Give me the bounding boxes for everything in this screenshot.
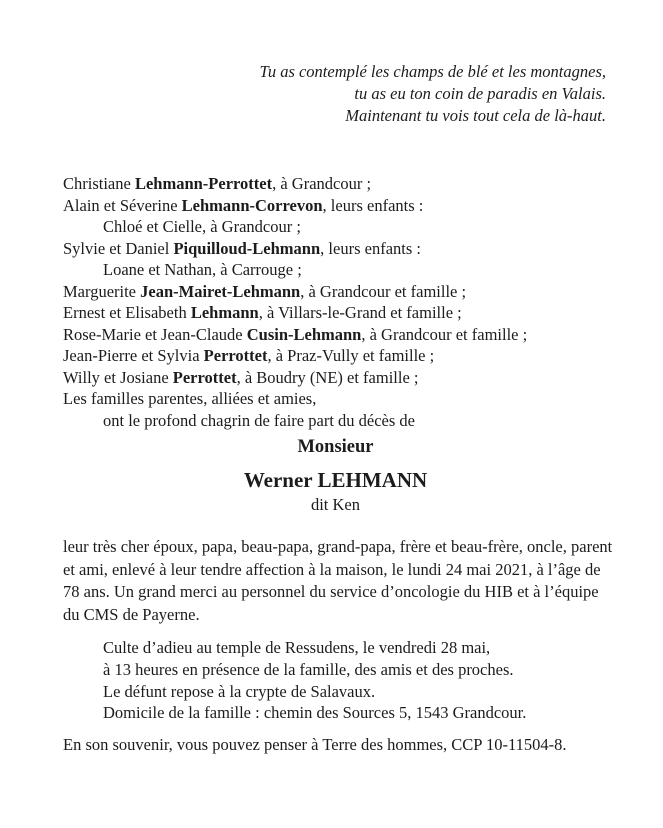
family-name-text: Jean-Pierre et Sylvia: [63, 346, 204, 365]
family-name-bold: Piquilloud-Lehmann: [173, 238, 321, 258]
deceased-title: Monsieur: [297, 437, 374, 457]
family-name-text: , à Boudry (NE) et famille ;: [236, 367, 419, 387]
family-line: [63, 302, 623, 324]
deceased-name: Werner LEHMANN: [243, 468, 428, 492]
family-name-bold: Lehmann-Correvon: [181, 195, 323, 215]
family-name-text: Alain et Séverine: [63, 195, 182, 215]
family-name-text: Ernest et Elisabeth: [63, 303, 191, 322]
ceremony-line: Domicile de la famille : chemin des Sources 5, 1543 Grandcour.: [103, 703, 527, 723]
family-name-text: Chloé et Cielle, à Grandcour ;: [103, 217, 301, 236]
epigraph-line: tu as eu ton coin de paradis en Valais.: [354, 84, 606, 103]
family-name-text: , leurs enfants :: [320, 238, 421, 258]
family-name-text: , à Grandcour et famille ;: [300, 281, 467, 301]
family-name-bold: Perrottet: [172, 367, 237, 387]
tribute-paragraph: leur très cher époux, papa, beau-papa, grand-papa, frère et beau-frère, oncle, parent et ami, enlevé à leur tendre affection à la maison, le lundi 24 mai 2021, à l’âge de 78 ans. Un grand merci au personnel du service d’oncologie du HIB et à l’équipe du CMS de Payerne.: [63, 537, 613, 624]
family-name-text: , à Praz-Vully et famille ;: [267, 346, 435, 365]
family-name-text: Loane et Nathan, à Carrouge ;: [103, 260, 302, 279]
family-name-text: Willy et Josiane: [63, 367, 173, 387]
ceremony-line: à 13 heures en présence de la famille, des amis et des proches.: [103, 659, 514, 679]
family-line: [63, 410, 623, 432]
family-name-bold: Cusin-Lehmann: [246, 324, 362, 344]
memorial-note: En son souvenir, vous pouvez penser à Terre des hommes, CCP 10-11504-8.: [63, 735, 567, 754]
ceremony-line: Le défunt repose à la crypte de Salavaux.: [103, 681, 376, 701]
family-name-bold: Lehmann-Perrottet: [134, 174, 273, 193]
family-name-text: Rose-Marie et Jean-Claude: [63, 324, 247, 344]
ceremony-details: [103, 637, 623, 724]
family-name-text: Marguerite: [63, 281, 141, 301]
family-name-text: ont le profond chagrin de faire part du décès de: [103, 410, 415, 430]
family-name-text: , à Grandcour et famille ;: [361, 324, 528, 344]
deceased-nickname: dit Ken: [310, 495, 361, 514]
epigraph-line: Tu as contemplé les champs de blé et les montagnes,: [259, 62, 606, 81]
family-name-text: , à Villars-le-Grand et famille ;: [258, 303, 462, 322]
ceremony-line: Culte d’adieu au temple de Ressudens, le vendredi 28 mai,: [103, 638, 491, 657]
family-name-text: , à Grandcour ;: [272, 174, 372, 193]
family-name-text: Sylvie et Daniel: [63, 238, 174, 258]
family-line: [63, 388, 623, 410]
epigraph: [63, 61, 606, 127]
family-line: [63, 324, 623, 346]
family-line: [63, 281, 623, 303]
family-line: [63, 238, 623, 260]
family-line: [63, 195, 623, 217]
family-line: [63, 259, 623, 281]
epigraph-line: Maintenant tu vois tout cela de là-haut.: [345, 106, 606, 125]
family-name-bold: Perrottet: [203, 346, 268, 365]
family-line: [63, 345, 623, 367]
family-name-text: Christiane: [63, 174, 135, 193]
family-line: [63, 216, 623, 238]
family-list: [63, 173, 623, 431]
family-name-bold: Lehmann: [190, 303, 259, 322]
family-name-text: , leurs enfants :: [322, 195, 424, 215]
family-line: [63, 367, 623, 389]
family-name-bold: Jean-Mairet-Lehmann: [140, 281, 301, 301]
family-line: [63, 173, 623, 195]
family-name-text: Les familles parentes, alliées et amies,: [63, 389, 317, 408]
